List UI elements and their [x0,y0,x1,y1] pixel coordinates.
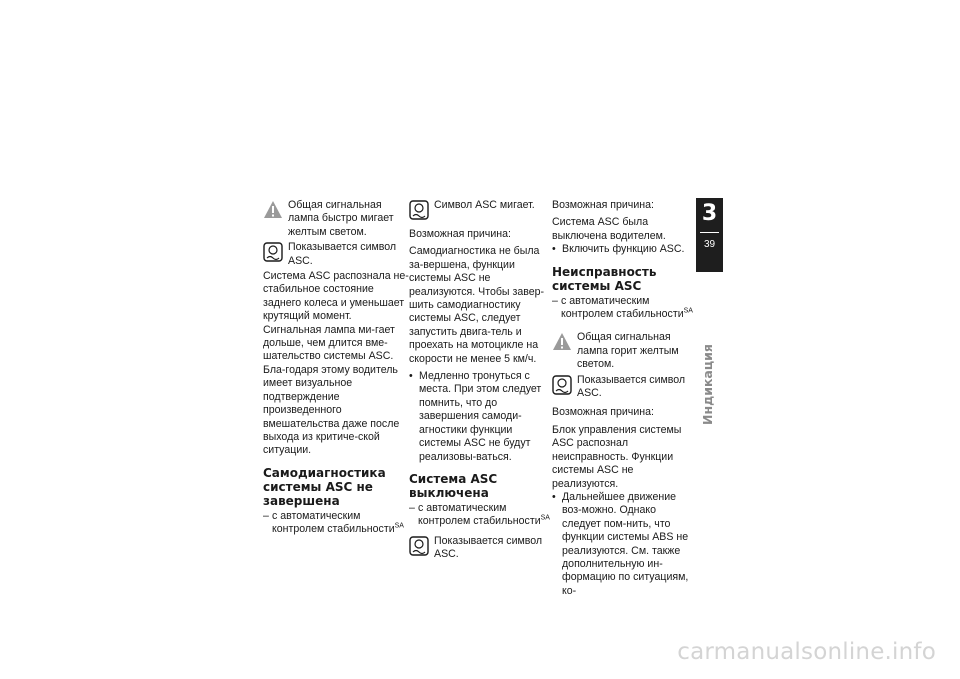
asc-symbol-text: Показывается символ ASC. [288,241,397,267]
asc-symbol-row [263,241,409,268]
page-number: 39 [703,239,716,250]
tab-divider [700,232,719,233]
warning-lamp-row [552,331,696,371]
bullet-text: Включить функцию ASC. [562,243,685,256]
column-1 [263,199,409,543]
dash-text: с автоматическим контролем стабильности [272,509,395,536]
bullet-item [552,491,696,598]
option-superscript: SA [540,514,550,522]
warning-lamp-text: Общая сигнальная лампа горит желтым светом. [577,331,679,371]
possible-cause-text: Блок управления системы ASC распознал неисправность. Функции системы ASC не реализуются. [552,423,682,490]
bullet-marker: • [552,490,556,503]
warning-triangle-icon [552,332,572,352]
option-superscript: SA [394,522,404,530]
bullet-text: Дальнейшее движение воз-можно. Однако следует пом-нить, что функции системы ABS не реализуются. См. также дополнительную ин-формацию по ситуациям, ко- [562,490,689,597]
asc-blink-text: Символ ASC мигает. [434,199,535,211]
chapter-number: 3 [701,201,718,226]
dash-item [409,502,553,529]
bullet-text: Медленно тронуться с места. При этом следует помнить, что до завершения самоди-агностики функции системы ASC не будут реализовы-ваться. [419,370,542,463]
possible-cause-text: Система ASC была выключена водителем. [552,216,666,242]
dash-item [552,295,696,322]
asc-symbol-icon [409,200,429,220]
asc-symbol-row [409,535,553,562]
possible-cause-label: Возможная причина: [552,406,654,419]
asc-symbol-row [552,374,696,401]
asc-intervention-paragraph: Система ASC распознала не-стабильное состояние заднего колеса и уменьшает крутящий момент. Сигнальная лампа ми-гает дольше, чем длится вме-шательство системы ASC. Бла-годаря этому водитель имеет визуальное подтверждение произведенного вмешательства даже после выхода из критиче-ской ситуации. [263,270,409,457]
side-chapter-label [700,344,720,425]
asc-symbol-icon [552,375,572,395]
heading-asc-off: Система ASC выключена [409,471,498,500]
possible-cause-label: Возможная причина: [552,199,654,211]
dash-text: с автоматическим контролем стабильности [561,294,684,321]
heading-asc-fault: Неисправность системы ASC [552,264,657,293]
dash-marker: – [263,509,269,522]
side-chapter-label-text: Индикация [700,344,715,425]
asc-symbol-text: Показывается символ ASC. [577,373,686,400]
column-3 [552,199,696,600]
dash-item [263,510,409,537]
asc-symbol-icon [263,242,283,262]
bullet-item [552,243,696,256]
bullet-marker: • [409,370,413,383]
warning-lamp-text: Общая сигнальная лампа быстро мигает желтым светом. [288,199,394,238]
dash-marker: – [552,294,558,307]
asc-symbol-icon [409,536,429,556]
option-superscript: SA [683,307,693,315]
watermark: carmanualsonline.info [677,639,936,665]
possible-cause-label: Возможная причина: [409,228,511,240]
bullet-marker: • [552,243,556,256]
dash-text: с автоматическим контролем стабильности [418,501,541,528]
chapter-tab [696,198,723,272]
column-2 [409,199,553,564]
asc-blink-row [409,199,553,220]
warning-triangle-icon [263,200,283,220]
dash-marker: – [409,501,415,514]
possible-cause-text: Самодиагностика не была за-вершена, функции системы ASC не реализуются. Чтобы завер-шить самодиагностику системы ASC, следует запустить двига-тель и проехать на мотоцикле на скорости не менее 5 км/ч. [409,245,545,365]
bullet-item [409,370,553,464]
heading-self-diagnosis: Самодиагностика системы ASC не завершена [263,465,386,508]
asc-symbol-text: Показывается символ ASC. [434,534,543,561]
warning-lamp-row [263,199,409,239]
